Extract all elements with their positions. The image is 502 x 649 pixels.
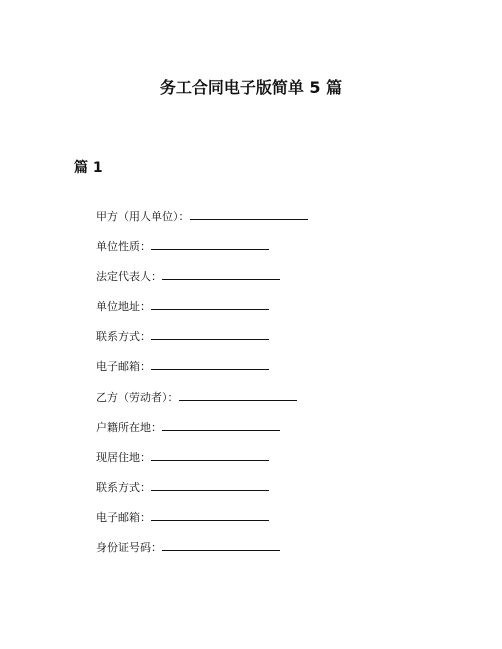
field-label: 单位性质： bbox=[96, 240, 151, 254]
field-row-legal-representative bbox=[96, 266, 308, 296]
field-row-current-residence bbox=[96, 447, 308, 477]
fill-in-blank bbox=[179, 387, 297, 401]
field-label: 单位地址： bbox=[96, 300, 151, 314]
section-heading: 篇 1 bbox=[74, 160, 103, 176]
document-title: 务工合同电子版简单 5 篇 bbox=[159, 78, 343, 97]
fill-in-blank bbox=[162, 537, 280, 551]
fill-in-blank bbox=[151, 326, 269, 340]
fill-in-blank bbox=[151, 296, 269, 310]
fill-in-blank bbox=[151, 477, 269, 491]
field-label: 现居住地： bbox=[96, 450, 151, 464]
field-row-email-a bbox=[96, 356, 308, 386]
field-row-email-b bbox=[96, 507, 308, 537]
fill-in-blank bbox=[151, 236, 269, 250]
field-label: 电子邮箱： bbox=[96, 360, 151, 374]
field-label: 法定代表人： bbox=[96, 270, 162, 284]
field-label: 甲方（用人单位）： bbox=[96, 210, 190, 223]
field-row-contact-a bbox=[96, 326, 308, 356]
field-label: 户籍所在地： bbox=[96, 420, 162, 434]
fill-in-blank bbox=[151, 356, 269, 370]
fill-in-blank bbox=[190, 206, 308, 220]
field-row-party-b bbox=[96, 387, 308, 417]
field-row-unit-nature bbox=[96, 236, 308, 266]
contract-field-list bbox=[96, 206, 308, 567]
fill-in-blank bbox=[162, 417, 280, 431]
field-row-id-number bbox=[96, 537, 308, 567]
field-row-contact-b bbox=[96, 477, 308, 507]
field-label: 电子邮箱： bbox=[96, 510, 151, 524]
field-row-party-a bbox=[96, 206, 308, 236]
fill-in-blank bbox=[151, 447, 269, 461]
field-label: 乙方（劳动者）： bbox=[96, 390, 179, 404]
field-row-household-registration bbox=[96, 417, 308, 447]
field-label: 联系方式： bbox=[96, 330, 151, 344]
field-row-unit-address bbox=[96, 296, 308, 326]
fill-in-blank bbox=[162, 266, 280, 280]
field-label: 联系方式： bbox=[96, 480, 151, 494]
fill-in-blank bbox=[151, 507, 269, 521]
field-label: 身份证号码： bbox=[96, 541, 162, 555]
